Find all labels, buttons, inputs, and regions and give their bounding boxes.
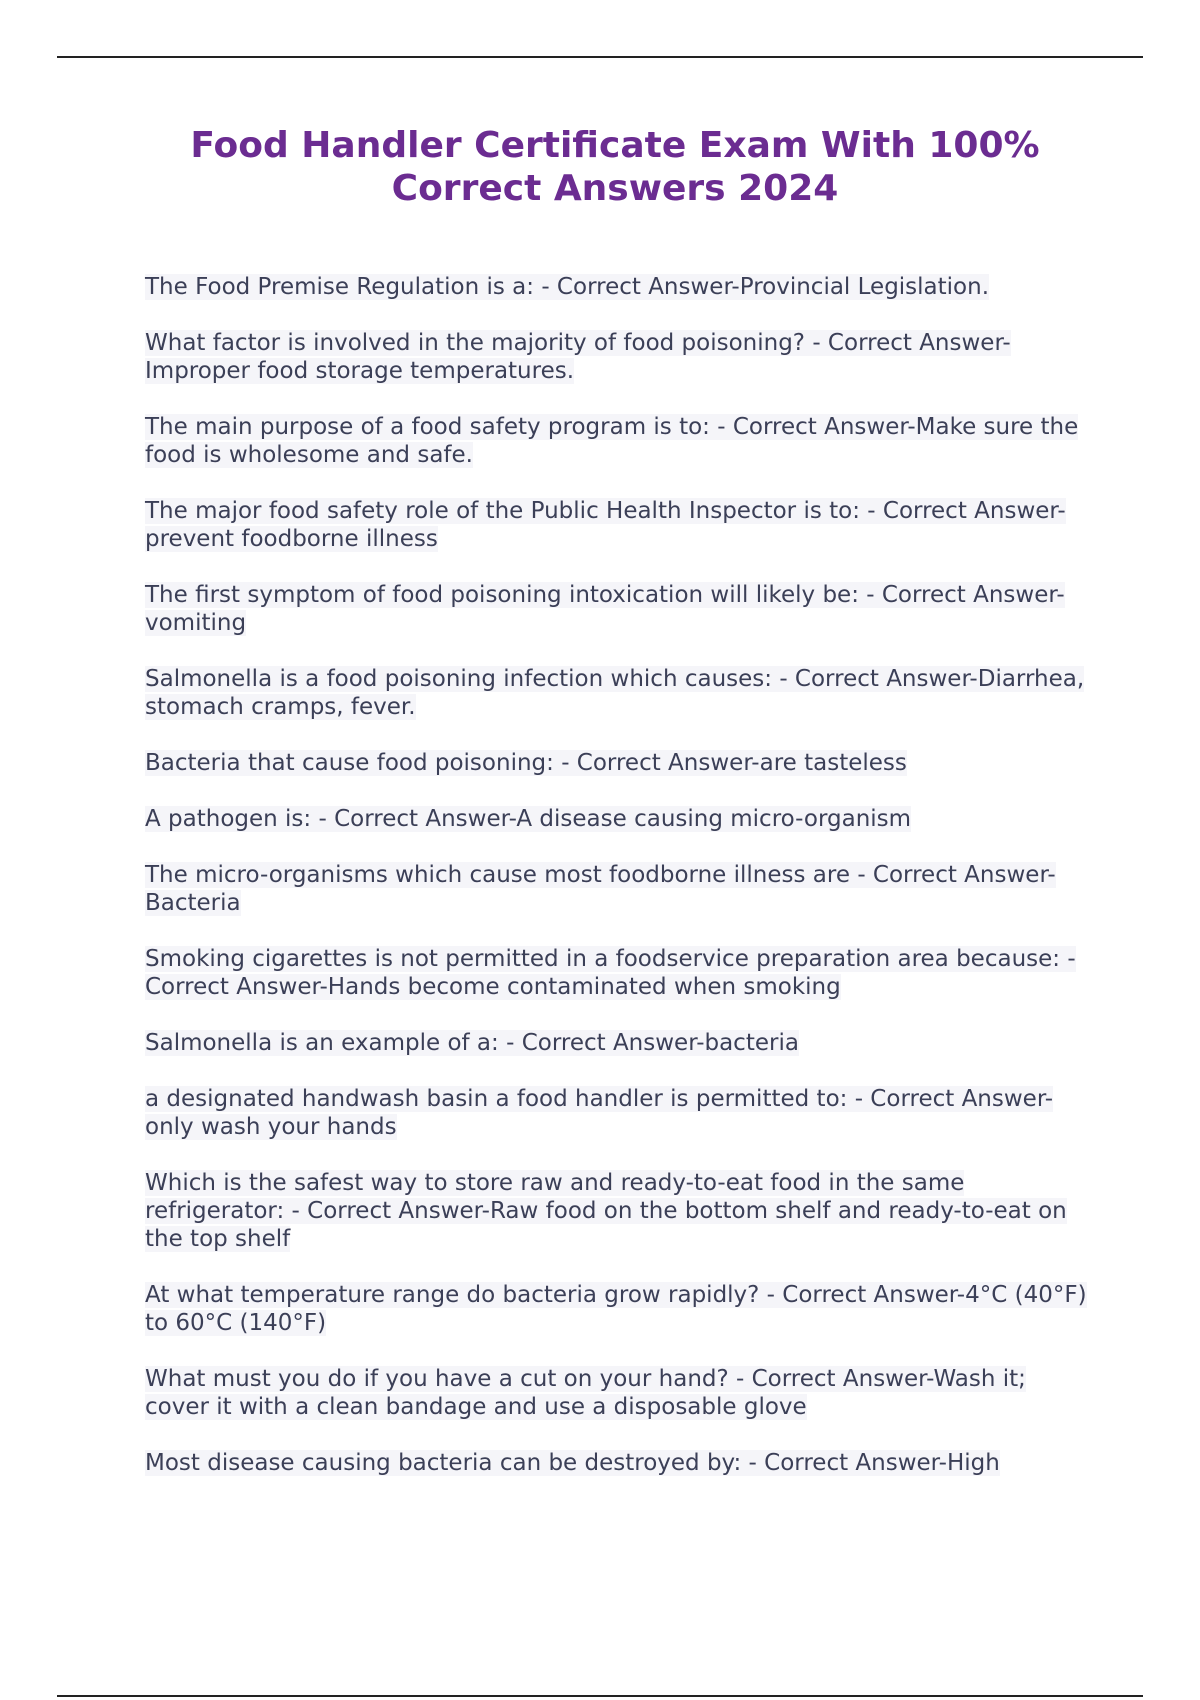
qa-item — [145, 749, 1095, 777]
qa-text: The Food Premise Regulation is a: - Correct Answer-Provincial Legislation. — [145, 274, 990, 300]
qa-text: The first symptom of food poisoning intoxication will likely be: - Correct Answer-vomiting — [145, 582, 1065, 636]
qa-item — [145, 1449, 1095, 1477]
qa-item — [145, 665, 1095, 721]
qa-item — [145, 1029, 1095, 1057]
qa-text: What must you do if you have a cut on your hand? - Correct Answer-Wash it; cover it with a clean bandage and use a disposable glove — [145, 1366, 1026, 1420]
qa-text: A pathogen is: - Correct Answer-A disease causing micro-organism — [145, 806, 912, 832]
qa-text: Which is the safest way to store raw and ready-to-eat food in the same refrigerator: - Correct Answer-Raw food on the bottom shelf and ready-to-eat on the top shelf — [145, 1170, 1067, 1252]
qa-text: The major food safety role of the Public Health Inspector is to: - Correct Answer-prevent foodborne illness — [145, 498, 1066, 552]
qa-text: Most disease causing bacteria can be destroyed by: - Correct Answer-High — [145, 1450, 1000, 1476]
qa-text: The main purpose of a food safety program is to: - Correct Answer-Make sure the food is wholesome and safe. — [145, 414, 1079, 468]
qa-text: a designated handwash basin a food handler is permitted to: - Correct Answer-only wash your hands — [145, 1086, 1054, 1140]
qa-item — [145, 861, 1095, 917]
bottom-rule — [57, 1695, 1143, 1697]
qa-item — [145, 1085, 1095, 1141]
qa-text: What factor is involved in the majority of food poisoning? - Correct Answer-Improper food storage temperatures. — [145, 330, 1011, 384]
page-title: Food Handler Certificate Exam With 100% Correct Answers 2024 — [190, 125, 1040, 210]
qa-text: Bacteria that cause food poisoning: - Correct Answer-are tasteless — [145, 750, 907, 776]
qa-item — [145, 329, 1095, 385]
qa-list — [145, 273, 1095, 1505]
qa-text: At what temperature range do bacteria grow rapidly? - Correct Answer-4°C (40°F) to 60°C (140°F) — [145, 1282, 1087, 1336]
qa-text: Salmonella is an example of a: - Correct Answer-bacteria — [145, 1030, 799, 1056]
qa-item — [145, 1281, 1095, 1337]
qa-text: Salmonella is a food poisoning infection which causes: - Correct Answer-Diarrhea, stomach cramps, fever. — [145, 666, 1085, 720]
qa-item — [145, 1365, 1095, 1421]
qa-item — [145, 581, 1095, 637]
qa-item — [145, 497, 1095, 553]
qa-text: The micro-organisms which cause most foodborne illness are - Correct Answer-Bacteria — [145, 862, 1056, 916]
qa-item — [145, 805, 1095, 833]
qa-item — [145, 273, 1095, 301]
top-rule — [57, 56, 1143, 58]
qa-item — [145, 945, 1095, 1001]
qa-item — [145, 1169, 1095, 1253]
qa-item — [145, 413, 1095, 469]
qa-text: Smoking cigarettes is not permitted in a foodservice preparation area because: - Correct Answer-Hands become contaminated when smoking — [145, 946, 1076, 1000]
